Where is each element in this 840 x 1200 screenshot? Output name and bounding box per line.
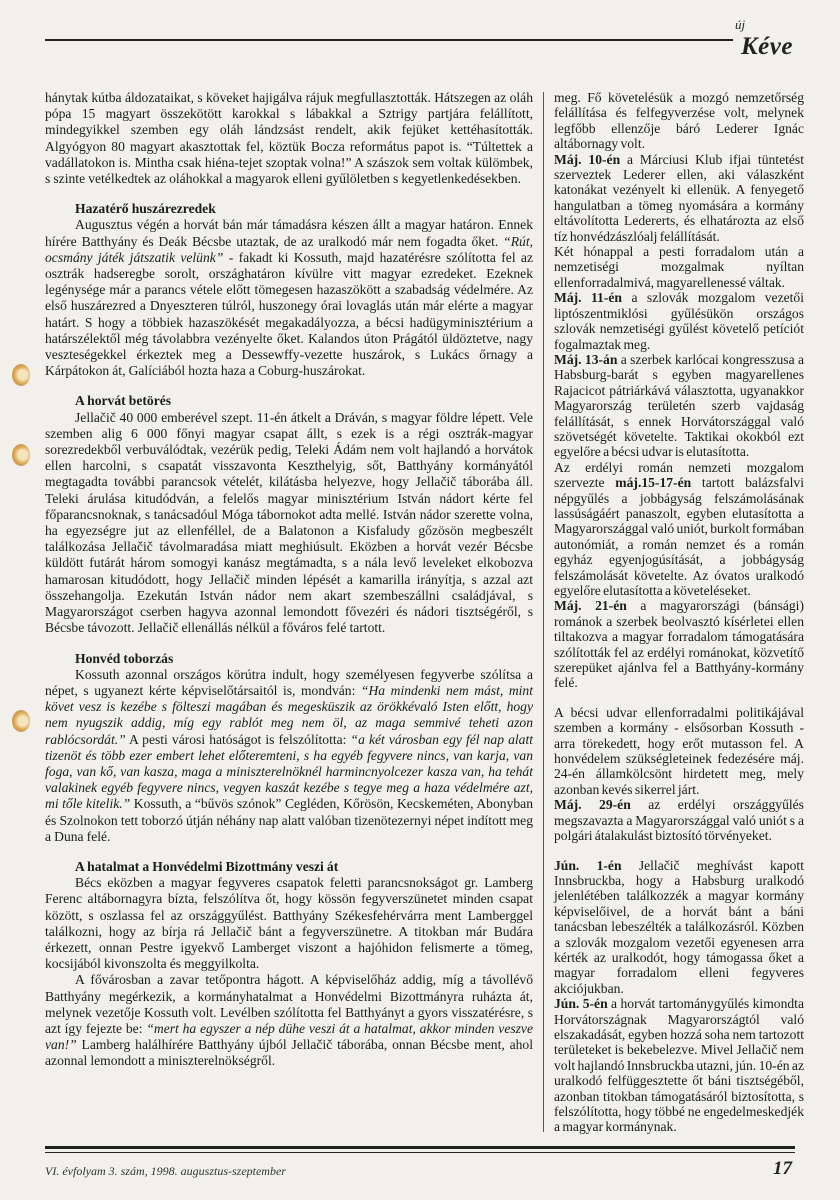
date-label: máj.15-17-én [615,475,692,491]
paragraph [554,90,804,152]
paragraph [554,797,804,843]
section-heading: A horvát betörés [75,393,172,409]
date-label: Jún. 1-én [554,857,622,873]
text-run: tartott balázsfalvi népgyűlés a jobbágyság felszámolásának lassúságáért panaszolt, egyben elutasította a Magyarországgal való uniót, burkolt formában autonómiát, a román nemzet és a román egyház egyenjogúsítását, a jobbágyság felszámolását követelte. Az óvatos uralkodó egyelőre elutasította a követeléseket. [554,475,804,598]
paragraph [554,290,804,352]
column-divider [543,92,544,1132]
footer-rule-thin [45,1152,795,1153]
text-run: a magyarországi (bánsági) románok a szerbek beolvasztó kísérletei ellen tiltakozva a magyar forradalom támogatására szólították fel az erdélyi románokat, közvetítő szerepüket ajánlva fel a Batthyány-kormány felé. [554,598,804,691]
text-run: Bécs eközben a magyar fegyveres csapatok feletti parancsnokságot gr. Lamberg Ferenc altábornagyra bízta, felszólítva őt, hogy kössön fegyverszünetet minden csapat között, s oszlassa fel az országgyűlést. Batthyány Székesfehérvárra ment Lamberggel találkozni, hogy az bírja rá Jellačič bánt a fegyverszünetre. A titokban már Budára érkezett, onnan Pestre igyekvő Lamberget viszont a hajóhidon felismerte a tömeg, kocsijából kivonszolta és meggyilkolta. [45,875,533,972]
paragraph [554,996,804,1135]
binder-hole-icon [12,710,30,732]
magazine-logo [733,18,813,68]
paragraph [554,244,804,290]
paragraph [554,152,804,244]
paragraph [554,352,804,460]
text-run: Lamberg halálhírére Batthyány újból Jellačič táborába, onnan Bécsbe ment, ahol azonnal lemondott a miniszterelnökségről. [45,1037,533,1069]
spacer [554,844,804,858]
logo-small-text: új [735,17,746,32]
text-run: Augusztus végén a horvát bán már támadásra készen állt a magyar határon. Ennek hírére Batthyány és Deák Bécsbe utaztak, de az uralkodó már nem fogadta őket. [45,217,533,249]
date-label: Máj. 29-én [554,797,631,813]
text-run: Jellačič meghívást kapott Innsbruckba, hogy a Habsburg uralkodó jelenlétében találkozzék a magyar kormány képviselőivel, de a horvát bánt a báni tanácsban lebeszélték a találkozásról. Közben a szlovák mozgalom vezetői egyenesen arra kérték az uralkodót, hogy támogassa őket a magyar forradalom elleni fegyveres akciójukban. [554,857,804,996]
text-run: Az erdélyi román nemzeti mozgalom szervezte [554,459,804,491]
text-run: a Márciusi Klub ifjai tüntetést szerveztek Lederer ellen, aki válaszként katonákat vezényelt ki ellenük. A fenyegető hangulatban a tömeg nyomására a kormány eltávolította Ledererts, és elhatározta az első tíz honvédzászlóalj felállítását. [554,151,804,244]
text-run: hánytak kútba áldozataikat, s köveket hajigálva rájuk megfullasztották. Hátszegen az oláh pópa 15 magyart összekötött karokkal s lábakkal a Sztrigy partjára felállított, mindegyikkel szemben egy oláh lándzsást rendelt, akik fejüket kettéhasították. Algyógyon 80 magyart akasztottak fel, köztük Bocza református papot is. “Túltettek a vadállatokon is. Mintha csak hiéna-tejet szoptak volna!” A szászok sem voltak külömbek, s szinte vetélkedtek az oláhokkal a magyarok elleni gyűlöletben s kegyetlenkedésekben. [45,90,533,187]
right-column [554,90,804,1135]
text-run: Jellačič 40 000 emberével szept. 11-én átkelt a Dráván, s magyar földre lépett. Vele szemben alig 6 000 főnyi magyar csapat állt, s ezek is a régi osztrák-magyar sorezredekből verbuválódtak, vezérük pedig, Teleki Ádám nem volt hajlandó a horvátok ellen harcolni, s csapatát visszavonta Keszthelyig, sőt, Batthyány kormányától megtagadta további parancsok vételét, kilátásba helyezve, hogy Jellačič táborába áll. Teleki árulása kitudódván, a felelős magyar minisztérium István nádort kérte fel főparancsnoknak, s tanácsadóul Móga tábornokot adta mellé. István nádor szerette volna, ha egyezségre jut az ellenféllel, de a Balatonon a Kisfaludy gőzösön megbeszélt találkozása Jellačič távolmaradása miatt meghiúsult. Eközben a horvát vezér Bécsbe küldött futárát három somogyi kanász megtámadta, s a nála levő leveleket elkobozva hamarosan kitudódott, hogy Jellačič minden lépését a kamarilla irányítja, s azzal azt összehangolja. Ezekután István nádor nem akart szembeszállni családjával, s Magyarországot cserben hagyva azonnal lemondott fővezéri és nádori tisztségéről, s Bécsbe távozott. Jellačič ellenállás nélkül a főváros felé tartott. [45,409,533,636]
quote-text: “a két városban egy fél nap alatt tizenöt és több ezer embert lehet előteremteni, s ha egyéb fegyvere nincs, van karja, van foga, van kő, van kasza, maga a miniszterelnöknél harmincnyolcezer kasza van, ha tehát valakinek egyéb fegyvere nincs, vegyen kaszát kezébe s tegye meg a haza védelmére azt, mi tőle kitelik.” [45,731,534,812]
paragraph [45,972,533,1069]
paragraph [554,705,804,797]
paragraph [554,460,804,599]
paragraph [45,90,533,187]
text-run: a horvát tartománygyűlés kimondta Horvátországnak Magyarországtól való elszakadását, egyben hozzá soha nem tartozott területeket is bekebelezve. Mivel Jellačič nem volt hajlandó Innsbruckba utazni, jún. 10-én az uralkodó felfüggesztette őt báni tisztségéből, azonban titokban támogatásáról biztosította, s felszólította, hogy többé ne engedelmeskedjék a magyar kormánynak. [554,996,804,1135]
quote-text: “mert ha egyszer a nép dühe veszi át a hatalmat, akkor minden veszve van!” [45,1020,533,1053]
paragraph [45,410,533,637]
text-run: a szlovák mozgalom vezetői liptószentmiklósi gyűlésükön országos szlovák nemzetiségi gyűlést követelő petíciót fogalmaztak meg. [554,290,804,352]
text-run: A bécsi udvar ellenforradalmi politikájával szemben a kormány - elsősorban Kossuth - arra törekedett, hogy erőt mutasson fel. A honvédelem szükségleteinek fedezésére máj. 24-én államkölcsönt hirdetett meg, mely azonban kevés sikerrel járt. [554,704,804,797]
header-rule [45,39,733,41]
paragraph [45,875,533,972]
spacer [554,691,804,705]
paragraph [554,858,804,997]
text-run: Két hónappal a pesti forradalom után a nemzetiségi mozgalmak nyíltan ellenforradalmivá, magyarellenessé váltak. [554,244,804,290]
text-run: az erdélyi országgyűlés megszavazta a Magyarországgal való uniót s a polgári átalakulást biztosító törvényeket. [554,797,804,844]
page-number: 17 [773,1158,792,1179]
date-label: Máj. 10-én [554,151,621,167]
date-label: Máj. 13-án [554,351,618,367]
text-run: A pesti városi hatóságot is felszólította: [125,731,351,747]
text-run: meg. Fő követelésük a mozgó nemzetőrség felállítása és felfegyverzése volt, melynek legfőbb ellenzője báró Lederer Ignác altábornagy volt. [554,90,804,152]
binder-hole-icon [12,364,30,386]
date-label: Máj. 11-én [554,290,622,306]
text-run: Kossuth, a “bűvös szónok” Cegléden, Kőrösön, Kecskeméten, Abonyban és Szolnokon tett toborzó útján néhány nap alatt valóban tizenötezernyi népet indított meg a Duna felé. [45,796,533,844]
date-label: Jún. 5-én [554,996,608,1012]
text-run: - fakadt ki Kossuth, majd hazatérésre szólította fel az osztrák hadseregbe sorolt, országhatáron kívülre vitt magyar ezredeket. Ezeknek legénysége már a parancs vétele előtt tömegesen hazaszökött a szabadság védelmére. Az első huszárezred a Dnyeszteren túlról, huszonegy órai lovaglás után már elérte a magyar határt. S hogy a többiek hazaszökését megakadályozza, a bécsi hadügyminisztérium a határszélektől még távolabbra vezényelte őket. Kalandos úton Prágától üldöztetve, nagy veszteségekkel érkeztek meg a Dessewffy-vezette huszárok, s Lukács őrnagy a Kárpátokon át, Galíciából hozta haza a Coburg-huszárokat. [45,249,534,379]
paragraph [45,667,533,845]
paragraph [45,217,533,379]
section-heading: A hatalmat a Honvédelmi Bizottmány veszi át [75,858,339,874]
paragraph [554,598,804,690]
date-label: Máj. 21-én [554,598,627,614]
logo-main-text: Kéve [741,33,793,60]
binder-hole-icon [12,444,30,466]
text-run: Kossuth azonnal országos körútra indult, hogy személyesen fegyverbe szólítsa a népet, s ugyanezt kérte képviselőtársaitól is, mondván: [45,666,533,698]
footer-rule [45,1146,795,1149]
section-heading: Hazatérő huszárezredek [75,201,216,217]
quote-text: “Rút, ocsmány játék játszatik velünk” [45,233,533,265]
issue-info: VI. évfolyam 3. szám, 1998. augusztus-szeptember [45,1164,286,1178]
text-run: A fővárosban a zavar tetőpontra hágott. A képviselőház addig, míg a távollévő Batthyány megérkezik, a kormányhatalmat a Honvédelmi Bizottmányra ruházta át, melynek vezetője Kossuth volt. Levélben szólította fel Batthyányt a gyors visszatérésre, s azt így fejezte be: [45,972,533,1036]
text-run: a szerbek karlócai kongresszusa a Habsburg-barát s egyben magyarellenes Rajacicot pátriárkává választotta, ugyanakkor Magyarország területén szerb vajdaság felállítását, s ennek Horvátországgal való szövetségét követelte. Taktikai okokból ezt egyelőre a bécsi udvar is elutasította. [554,351,804,460]
left-column [45,90,533,1070]
section-heading: Honvéd toborzás [75,650,174,666]
quote-text: “Ha mindenki nem mást, mint követ vesz is kezébe s fölteszi magában és megesküszik az örökkévaló Isten előtt, hogy nem nyugszik addig, míg egy rablót meg nem öl, az maga semmivé teheti azon rablócsordát.” [45,682,533,747]
